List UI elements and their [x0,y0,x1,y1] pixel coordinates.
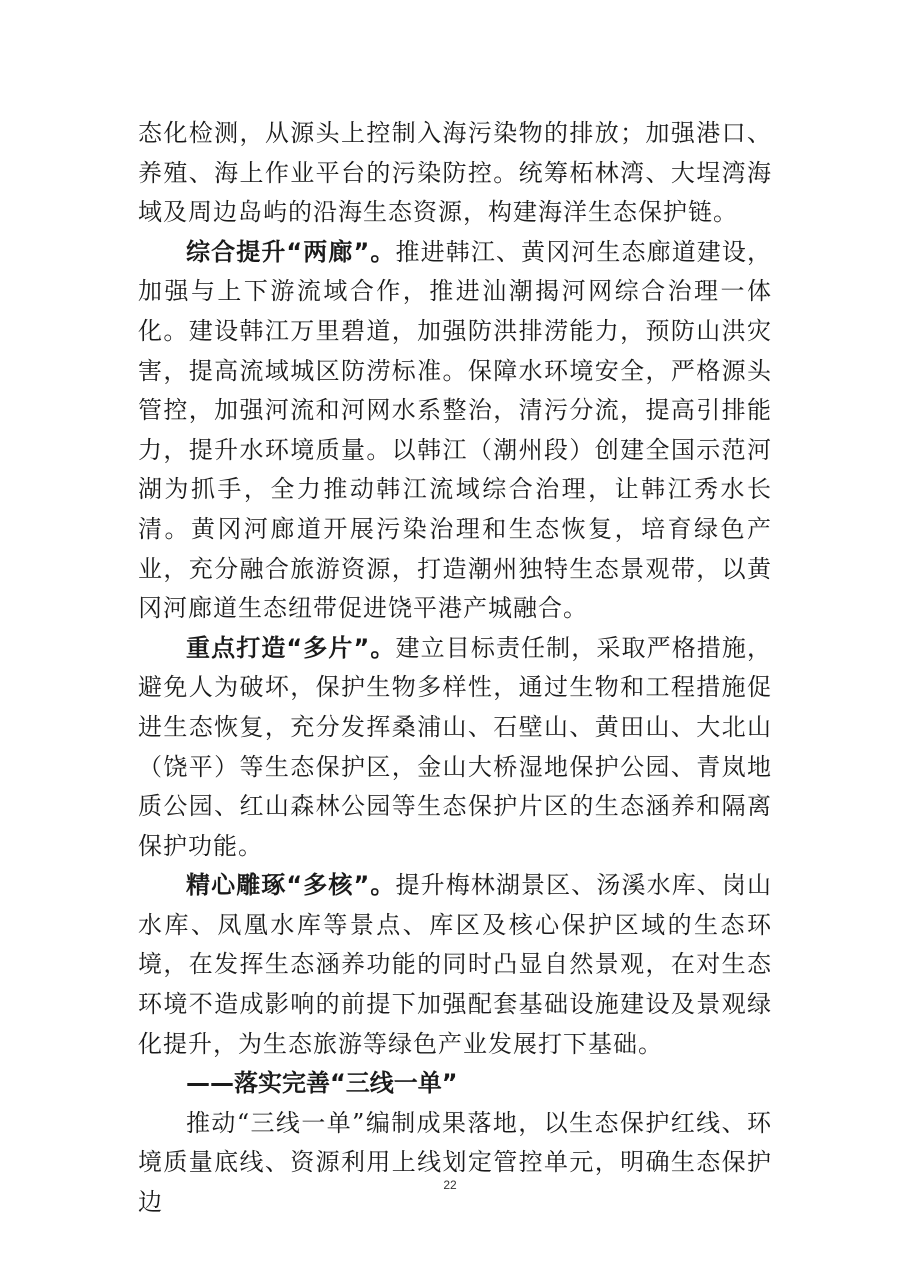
paragraph-multiple-areas [138,629,772,867]
page-number: 22 [443,1178,457,1192]
paragraph-two-corridors [138,233,772,629]
paragraph-lead: 重点打造“多片”。 [186,633,396,662]
paragraph-three-lines: 推动“三线一单”编制成果落地，以生态保护红线、环境质量底线、资源利用上线划定管控单元，明确生态保护边 [138,1108,772,1217]
section-heading: ——落实完善“三线一单” [186,1069,458,1098]
paragraph-continued: 态化检测，从源头上控制入海污染物的排放；加强港口、养殖、海上作业平台的污染防控。统筹柘林湾、大埕湾海域及周边岛屿的沿海生态资源，构建海洋生态保护链。 [138,119,772,227]
document-body [138,114,772,1223]
paragraph-multiple-cores [138,866,772,1064]
paragraph-body: 提升梅林湖景区、汤溪水库、岗山水库、凤凰水库等景点、库区及核心保护区域的生态环境，在发挥生态涵养功能的同时凸显自然景观，在对生态环境不造成影响的前提下加强配套基础设施建设及景观绿化提升，为生态旅游等绿色产业发展打下基础。 [138,871,773,1058]
paragraph-lead: 综合提升“两廊”。 [186,237,396,266]
paragraph-lead: 精心雕琢“多核”。 [186,871,396,900]
paragraph-body: 推进韩江、黄冈河生态廊道建设，加强与上下游流域合作，推进汕潮揭河网综合治理一体化。建设韩江万里碧道，加强防洪排涝能力，预防山洪灾害，提高流域城区防涝标准。保障水环境安全，严格源头管控，加强河流和河网水系整治，清污分流，提高引排能力，提升水环境质量。以韩江（潮州段）创建全国示范河湖为抓手，全力推动韩江流域综合治理，让韩江秀水长清。黄冈河廊道开展污染治理和生态恢复，培育绿色产业，充分融合旅游资源，打造潮州独特生态景观带，以黄冈河廊道生态纽带促进饶平港产城融合。 [138,237,773,623]
paragraph-body: 建立目标责任制，采取严格措施，避免人为破坏，保护生物多样性，通过生物和工程措施促进生态恢复，充分发挥桑浦山、石壁山、黄田山、大北山（饶平）等生态保护区，金山大桥湿地保护公园、青岚地质公园、红山森林公园等生态保护片区的生态涵养和隔离保护功能。 [138,633,773,860]
